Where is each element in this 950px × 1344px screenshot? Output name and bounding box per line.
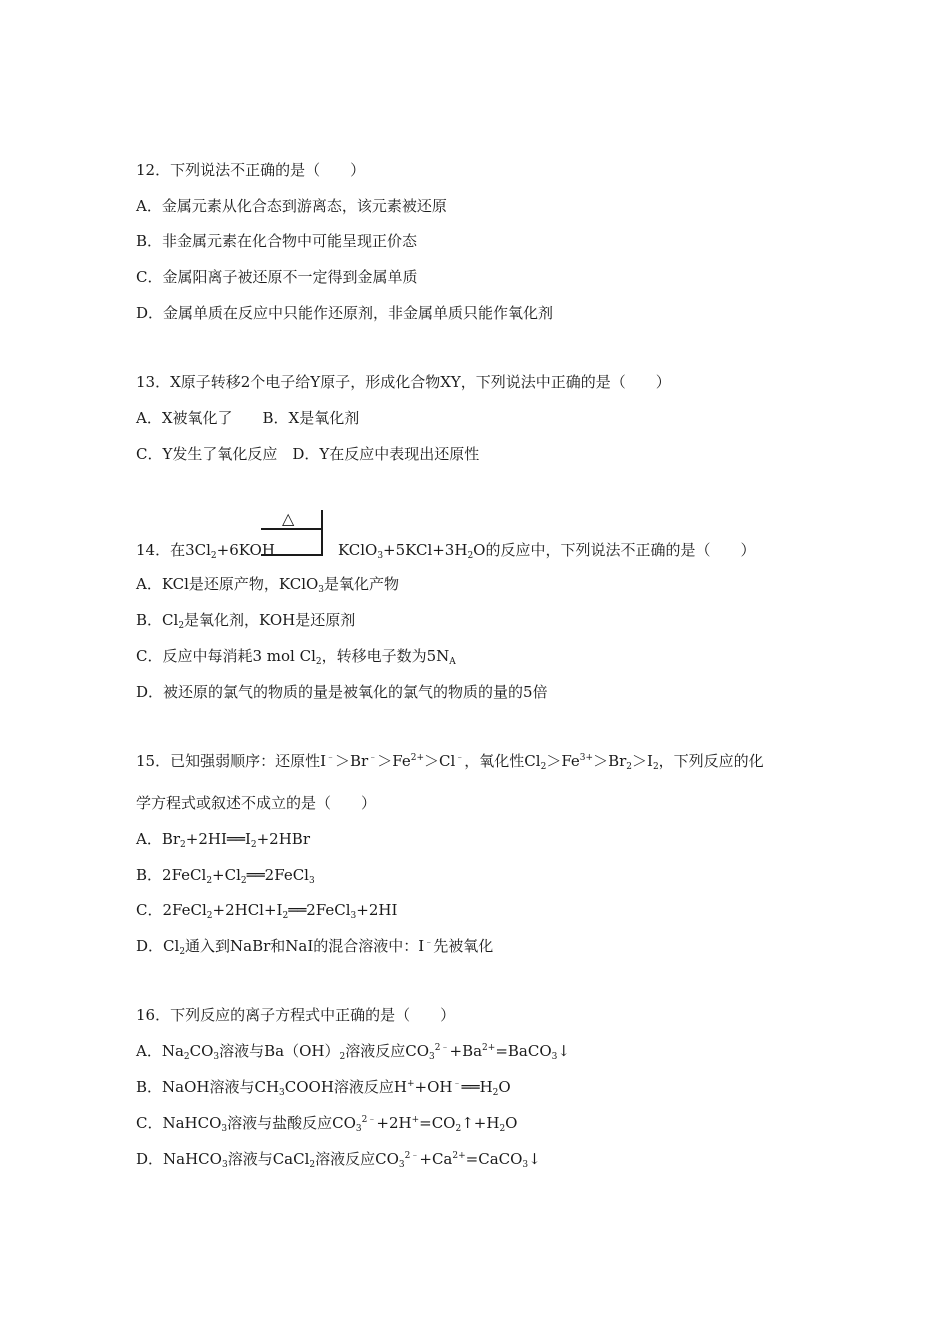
q15-option-d: D．$Cl_2$通入到NaBr和NaI的混合溶液中：I﹣先被氧化 [136, 937, 494, 957]
q12-option-c: C．金属阳离子被还原不一定得到金属单质 [136, 268, 418, 286]
q15-stem-line2: 学方程式或叙述不成立的是（ ） [136, 794, 377, 812]
q13-options-ab: A．X被氧化了 B．X是氧化剂 [136, 409, 360, 427]
q13-stem: 13．X原子转移2个电子给Y原子，形成化合物XY，下列说法中正确的是（ ） [136, 373, 671, 391]
q15-stem-line1: 15．已知强弱顺序：还原性$I^﹣>Br^﹣>Fe^{2+}>Cl^﹣$，氧化性$Cl_2>Fe^{3+}>Br_2>I_2$，下列反应的化 [136, 752, 764, 772]
q12-option-b: B．非金属元素在化合物中可能呈现正价态 [136, 232, 418, 250]
q15-option-b: B．$2FeCl_2+Cl_2══2FeCl_3$ [136, 866, 315, 886]
q12-option-d: D．金属单质在反应中只能作还原剂，非金属单质只能作氧化剂 [136, 304, 554, 322]
q14-option-d: D．被还原的氯气的物质的量是被氧化的氯气的物质的量的5倍 [136, 683, 548, 701]
condition-line-top [261, 528, 322, 530]
q16-option-b: B．NaOH溶液与$CH_3COOH$溶液反应$H^++OH^﹣══H_2O$ [136, 1078, 511, 1098]
q14-option-c: C．反应中每消耗3 mol $Cl_2$，转移电子数为$5N_A$ [136, 647, 456, 667]
q12-option-a: A．金属元素从化合态到游离态，该元素被还原 [136, 197, 447, 215]
q16-stem: 16．下列反应的离子方程式中正确的是（ ） [136, 1006, 456, 1024]
q16-option-d: D．NaHCO$_3$溶液与CaCl$_2$溶液反应$CO_3^{2﹣}+Ca^{2+}=CaCO_3↓$ [136, 1150, 541, 1170]
q16-option-a: A．$Na_2CO_3$溶液与$Ba(OH)_2$溶液反应$CO_3^{2﹣}+Ba^{2+}=BaCO_3↓$ [136, 1042, 570, 1062]
q15-option-a: A．$Br_2+2HI══I_2+2HBr$ [136, 830, 310, 850]
q12-stem: 12．下列说法不正确的是（ ） [136, 161, 366, 179]
q14-stem: 14．在$3Cl_2+6KOH$ $KClO_3+5KCl+3H_2O$的反应中，下列说法不正确的是（ ） [136, 541, 756, 561]
q15-option-c: C．$2FeCl_2+2HCl+I_2══2FeCl_3+2HI$ [136, 901, 398, 921]
q13-options-cd: C．Y发生了氧化反应 D．Y在反应中表现出还原性 [136, 445, 480, 463]
q14-option-a: A．KCl是还原产物，KClO$_3$是氧化产物 [136, 575, 400, 595]
heat-triangle-icon: △ [282, 509, 295, 528]
q14-option-b: B．$Cl_2$是氧化剂，KOH是还原剂 [136, 611, 356, 631]
q16-option-c: C．NaHCO$_3$溶液与盐酸反应$CO_3^{2﹣}+2H^+=CO_2↑+H_2O$ [136, 1114, 518, 1134]
